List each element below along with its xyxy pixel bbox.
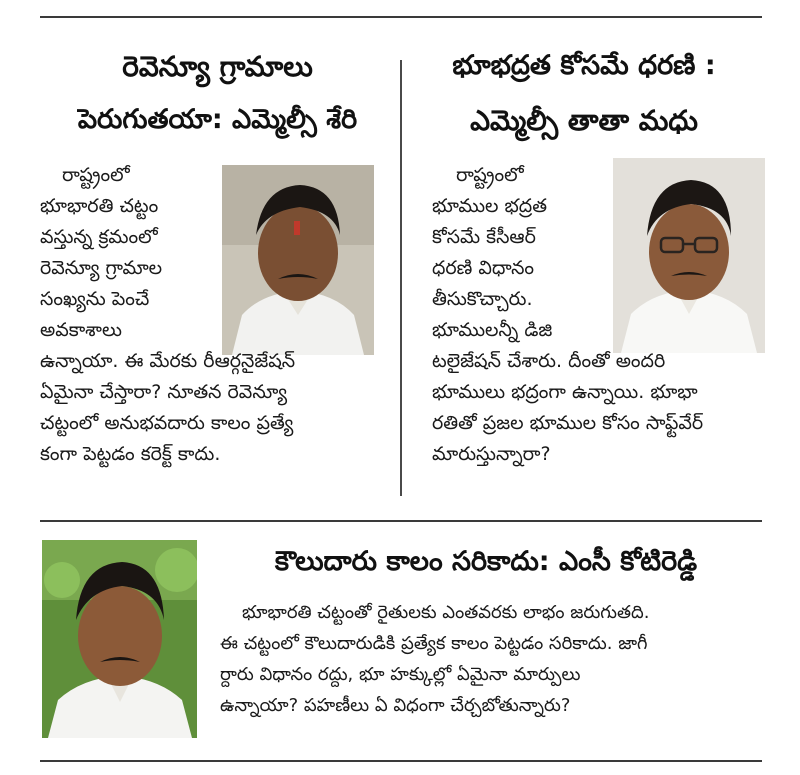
body-line: చట్టంలో అనుభవదారు కాలం ప్రత్యే bbox=[40, 412, 294, 434]
body-line: రాష్ట్రంలో bbox=[456, 164, 524, 186]
body-line: మారుస్తున్నారా? bbox=[432, 443, 551, 465]
middle-divider bbox=[40, 520, 762, 522]
body-line: వస్తున్న క్రమంలో bbox=[40, 226, 158, 248]
bottom-divider bbox=[40, 760, 762, 762]
bottom-portrait-photo bbox=[42, 540, 197, 738]
body-line: రతితో ప్రజల భూముల కోసం సాఫ్ట్‌వేర్ bbox=[432, 412, 704, 434]
body-line: భూభారతి చట్టంతో రైతులకు ఎంతవరకు లాభం జరుగుతది. bbox=[242, 602, 650, 623]
body-line: ఏమైనా చేస్తారా? నూతన రెవెన్యూ bbox=[40, 381, 288, 403]
body-line: ఈ చట్టంలో కౌలుదారుడికి ప్రత్యేక కాలం పెట్టడం సరికాదు. జాగీ bbox=[220, 633, 648, 654]
body-line: ధరణి విధానం bbox=[432, 257, 535, 279]
body-line: సంఖ్యను పెంచే bbox=[40, 288, 150, 310]
body-line: భూములు భద్రంగా ఉన్నాయి. భూభా bbox=[432, 381, 698, 403]
bottom-article-body bbox=[220, 597, 765, 721]
body-line: ర్దారు విధానం రద్దు, భూ హక్కుల్లో ఏమైనా మార్పులు bbox=[220, 664, 581, 685]
body-line: భూముల భద్రత bbox=[432, 195, 547, 217]
body-line: కంగా పెట్టడం కరెక్ట్ కాదు. bbox=[40, 443, 221, 465]
body-line: అవకాశాలు bbox=[40, 319, 122, 341]
left-headline-line-1: రెవెన్యూ గ్రామాలు bbox=[122, 50, 313, 83]
body-line: భూములన్నీ డిజి bbox=[432, 319, 553, 341]
body-line: ఉన్నాయా. ఈ మేరకు రీఆర్గనైజేషన్ bbox=[40, 350, 296, 372]
body-line: టలైజేషన్ చేశారు. దీంతో అందరి bbox=[432, 350, 666, 372]
right-headline-line-2: ఎమ్మెల్సీ తాతా మధు bbox=[470, 104, 698, 137]
right-article-body bbox=[432, 160, 772, 470]
body-line: రెవెన్యూ గ్రామాల bbox=[40, 257, 163, 279]
body-line: తీసుకొచ్చారు. bbox=[432, 288, 533, 310]
left-article-body bbox=[40, 160, 400, 470]
body-line: భూభారతి చట్టం bbox=[40, 195, 159, 217]
body-line: రాష్ట్రంలో bbox=[62, 164, 130, 186]
top-divider bbox=[40, 16, 762, 18]
column-divider bbox=[400, 60, 402, 496]
body-line: ఉన్నాయా? పహణీలు ఏ విధంగా చేర్చబోతున్నారు? bbox=[220, 695, 571, 716]
body-line: కోసమే కేసీఆర్ bbox=[432, 226, 536, 248]
right-headline-line-1: భూభద్రత కోసమే ధరణి : bbox=[452, 50, 716, 81]
bottom-headline: కౌలుదారు కాలం సరికాదు: ఎంసీ కోటిరెడ్డి bbox=[274, 546, 698, 577]
left-headline-line-2: పెరుగుతయా: ఎమ్మెల్సీ శేరి bbox=[77, 104, 358, 135]
